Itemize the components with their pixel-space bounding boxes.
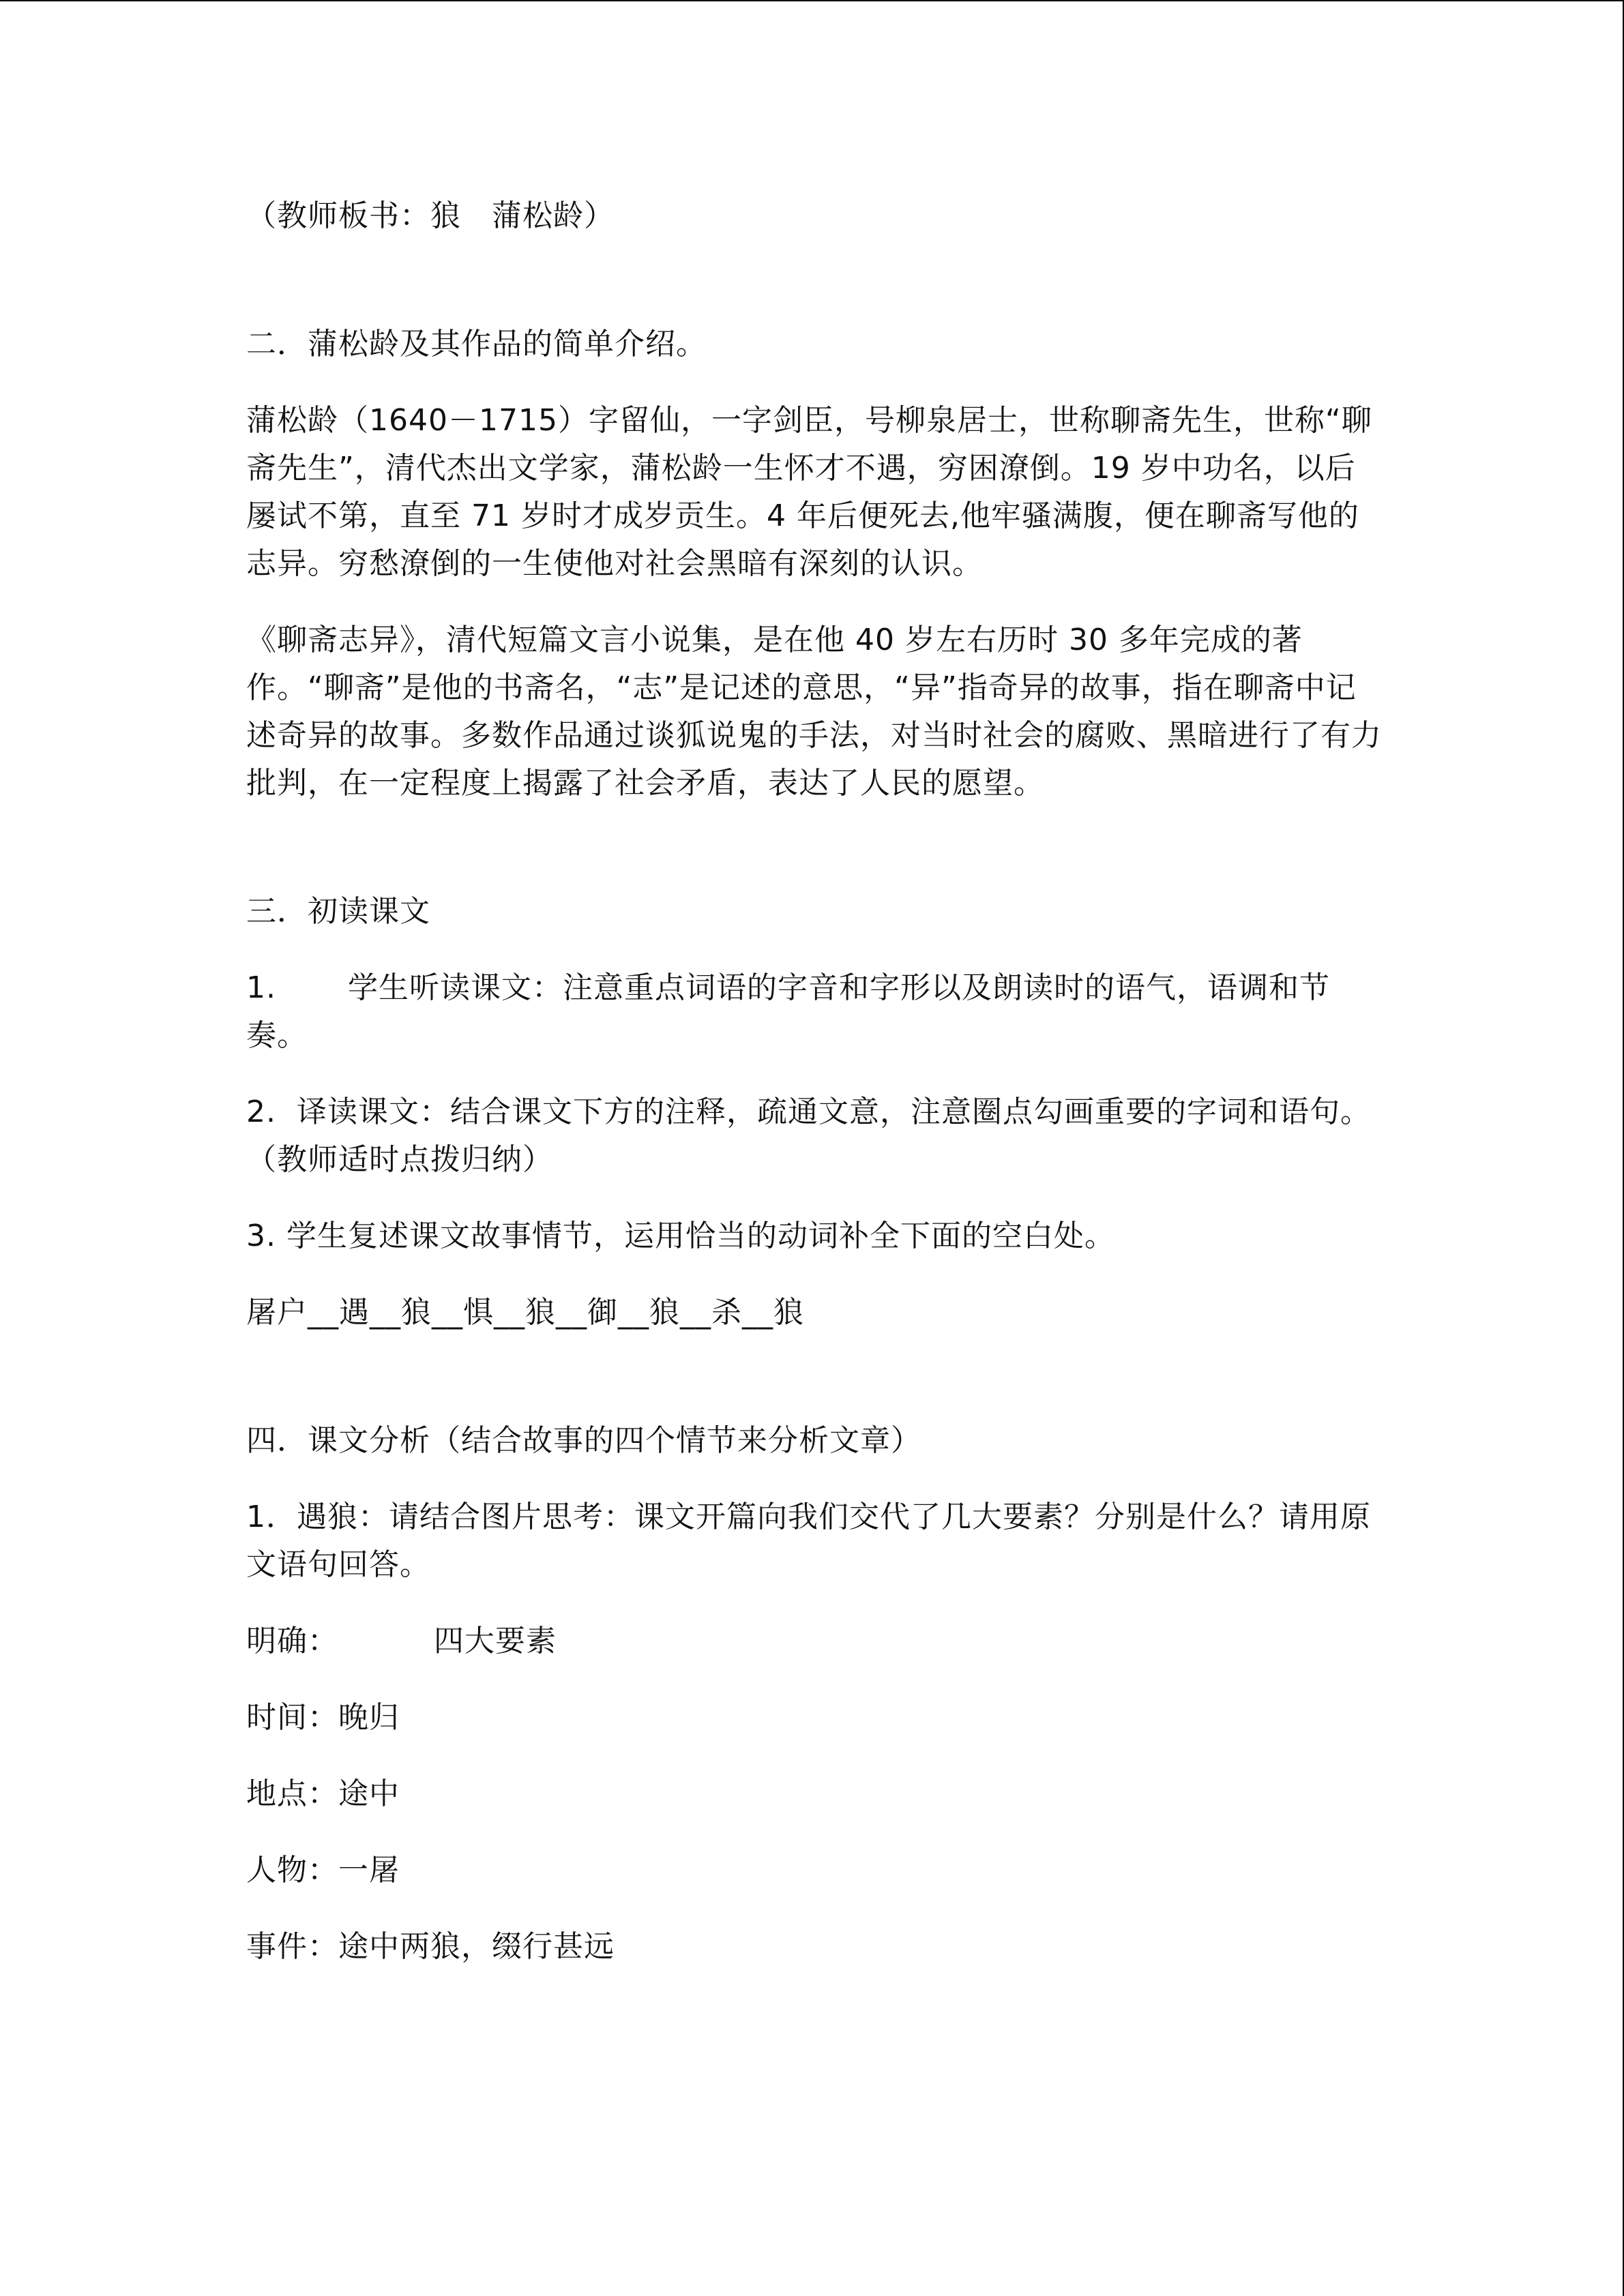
board-note: （教师板书：狼 蒲松龄）	[246, 198, 615, 233]
section-3-item-1	[246, 964, 1384, 1060]
section-3-heading: 三．初读课文	[246, 894, 430, 929]
answer-line	[246, 1617, 1384, 1665]
fill-in-blank-line: 屠户__遇__狼__惧__狼__御__狼__杀__狼	[246, 1295, 804, 1330]
section-2-heading: 二．蒲松龄及其作品的简单介绍。	[246, 327, 707, 361]
section-2-paragraph-1: 蒲松龄（1640－1715）字留仙，一字剑臣，号柳泉居士，世称聊斋先生，世称“聊斋先生”，清代杰出文学家，蒲松龄一生怀才不遇，穷困潦倒。19 岁中功名，以后屡试不第，直至 71 岁时才成岁贡生。4 年后便死去,他牢骚满腹，便在聊斋写他的志异。穷愁潦倒的一生使他对社会黑暗有深刻的认识。	[246, 403, 1372, 581]
section-4-heading: 四．课文分析（结合故事的四个情节来分析文章）	[246, 1423, 921, 1458]
element-event: 事件：途中两狼，缀行甚远	[246, 1929, 615, 1964]
section-3-item-2: 2. 译读课文：结合课文下方的注释，疏通文意，注意圈点勾画重要的字词和语句。（教师适时点拨归纳）	[246, 1094, 1371, 1177]
section-4-question-1: 1．遇狼：请结合图片思考：课文开篇向我们交代了几大要素？分别是什么？请用原文语句回答。	[246, 1500, 1371, 1582]
section-3-item-3: 3. 学生复述课文故事情节，运用恰当的动词补全下面的空白处。	[246, 1219, 1115, 1253]
answer-label: 明确：	[246, 1624, 338, 1658]
element-time: 时间：晚归	[246, 1700, 400, 1735]
document-body	[246, 192, 1384, 1999]
section-2-paragraph-2: 《聊斋志异》，清代短篇文言小说集，是在他 40 岁左右历时 30 多年完成的著作。“聊斋”是他的书斋名，“志”是记述的意思，“异”指奇异的故事，指在聊斋中记述奇异的故事。多数作品通过谈狐说鬼的手法，对当时社会的腐败、黑暗进行了有力批判，在一定程度上揭露了社会矛盾，表达了人民的愿望。	[246, 623, 1382, 801]
element-person: 人物：一屠	[246, 1853, 400, 1888]
element-place: 地点：途中	[246, 1776, 400, 1811]
item-1-text: 学生听读课文：注意重点词语的字音和字形以及朗读时的语气，语调和节奏。	[246, 970, 1330, 1053]
item-1-number: 1.	[246, 970, 276, 1005]
answer-value: 四大要素	[434, 1624, 557, 1658]
